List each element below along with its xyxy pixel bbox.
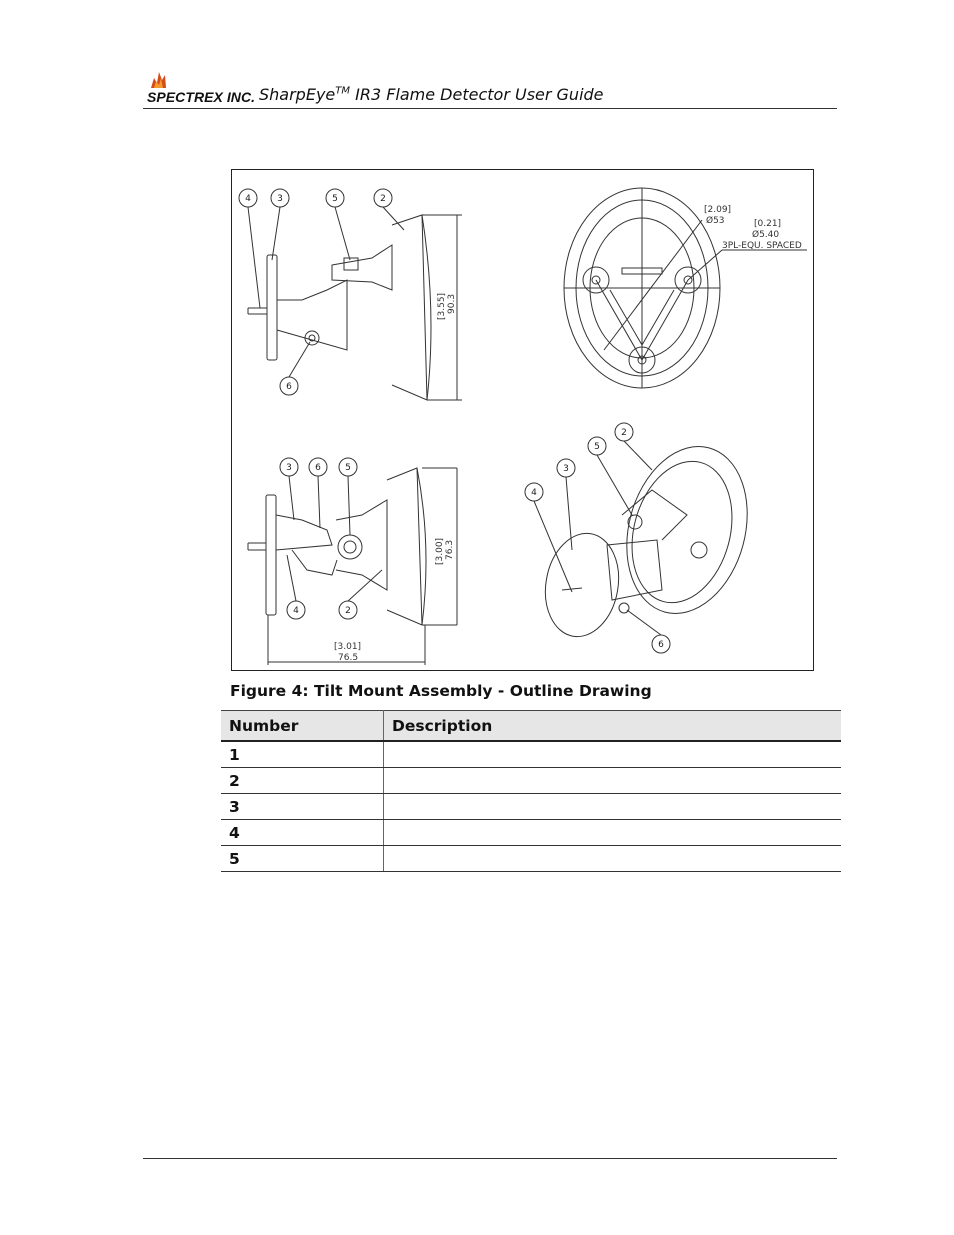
callout-label: 3 [286, 463, 292, 473]
parts-table [221, 710, 841, 872]
row-number: 2 [221, 768, 384, 794]
callout-label: 3 [277, 194, 283, 204]
row-number: 3 [221, 794, 384, 820]
height-top-in: [3.55] [437, 292, 447, 320]
spacing-note: 3PL-EQU. SPACED [722, 241, 802, 251]
width-in: [3.01] [334, 642, 362, 652]
callout-label: 4 [531, 488, 537, 498]
hole-mm: Ø53 [706, 216, 725, 226]
table-row [221, 768, 841, 794]
callout-label: 6 [658, 640, 664, 650]
callout-label: 5 [332, 194, 338, 204]
svg-text:SPECTREX INC.: SPECTREX INC. [147, 89, 255, 105]
row-description [384, 768, 842, 794]
row-description [384, 741, 842, 768]
callout-label: 3 [563, 464, 569, 474]
table-row [221, 741, 841, 768]
callout-label: 2 [345, 606, 351, 616]
tilt-mount-drawing [232, 170, 813, 670]
column-header-number: Number [221, 711, 384, 742]
height-bottom-in: [3.00] [435, 537, 445, 565]
document-title: SharpEye™ IR3 Flame Detector User Guide [259, 85, 604, 104]
callout-label: 4 [293, 606, 299, 616]
column-header-description: Description [384, 711, 842, 742]
callout-label: 2 [621, 428, 627, 438]
side-view-top [248, 215, 462, 400]
height-top-mm: 90.3 [447, 293, 457, 314]
row-number: 4 [221, 820, 384, 846]
row-description [384, 846, 842, 872]
front-view [564, 188, 807, 388]
row-number: 1 [221, 741, 384, 768]
table-row [221, 846, 841, 872]
width-mm: 76.5 [338, 653, 359, 663]
footer-divider [143, 1158, 837, 1159]
callouts-bottom-right [525, 423, 670, 653]
callout-label: 5 [594, 442, 600, 452]
screw-in: [0.21] [754, 219, 782, 229]
height-bottom-mm: 76.3 [445, 539, 455, 560]
callout-label: 2 [380, 194, 386, 204]
table-header-row [221, 711, 841, 742]
table-row [221, 820, 841, 846]
isometric-view [538, 433, 766, 643]
screw-mm: Ø5.40 [752, 230, 780, 240]
callouts-bottom-left [280, 458, 382, 619]
page-header [143, 62, 837, 109]
table-row [221, 794, 841, 820]
callout-label: 6 [286, 382, 292, 392]
callout-label: 5 [345, 463, 351, 473]
hole-in: [2.09] [704, 205, 732, 215]
row-description [384, 820, 842, 846]
side-view-bottom [248, 468, 457, 665]
callout-label: 4 [245, 194, 251, 204]
outline-drawing-figure [231, 169, 814, 671]
callout-label: 6 [315, 463, 321, 473]
row-number: 5 [221, 846, 384, 872]
spectrex-logo [145, 66, 257, 106]
row-description [384, 794, 842, 820]
figure-caption: Figure 4: Tilt Mount Assembly - Outline Drawing [230, 682, 652, 700]
